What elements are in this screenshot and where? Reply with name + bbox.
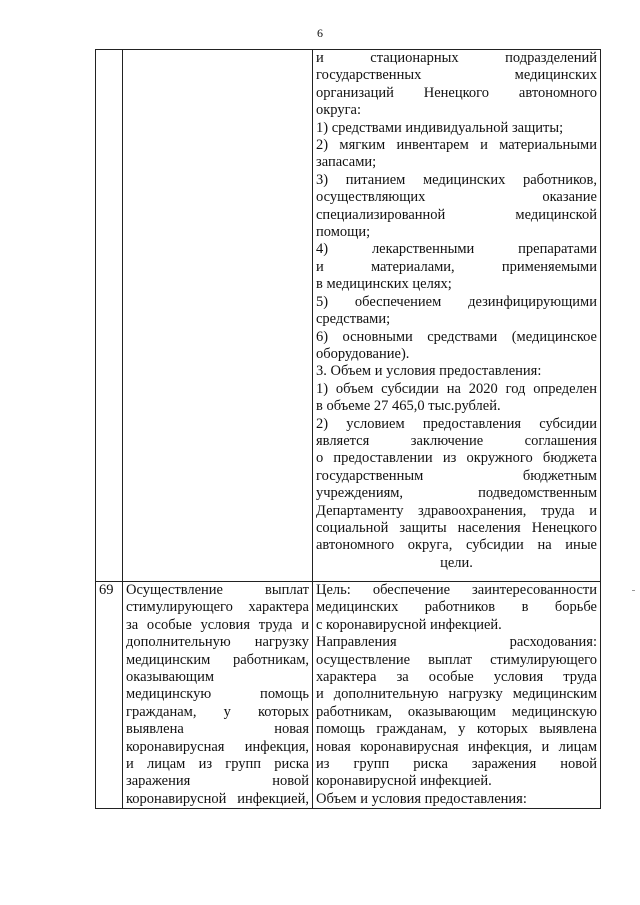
text-line: Направления расходования: <box>316 634 597 651</box>
page-number: 6 <box>317 26 323 40</box>
text-line: помощи; <box>316 224 371 241</box>
continuation-lines <box>316 50 597 572</box>
measure-description-lines <box>316 582 597 808</box>
text-line: Осуществление выплат <box>126 582 309 598</box>
text-line: за особые условия труда и <box>126 616 309 633</box>
text-line: медицинским работникам, <box>126 651 309 668</box>
text-line: новая коронавирусная инфекция, и лицам <box>316 738 597 755</box>
text-line: социальной защиты населения Ненецкого <box>316 519 597 536</box>
text-line: с коронавирусной инфекцией. <box>316 616 502 633</box>
text-line: и дополнительную нагрузку медицинским <box>316 686 597 703</box>
measure-description-cell <box>313 582 601 809</box>
text-line: 1) объем субсидии на 2020 год определен <box>316 380 597 397</box>
text-line: дополнительную нагрузку <box>126 634 309 651</box>
text-line: 2) мягким инвентарем и материальными <box>316 137 597 154</box>
text-line: Цель: обеспечение заинтересованности <box>316 582 597 598</box>
text-line: является заключение соглашения <box>316 432 597 449</box>
text-line: государственных медицинских <box>316 67 597 84</box>
text-line: 4) лекарственными препаратами <box>316 241 597 258</box>
text-line: коронавирусная инфекция, <box>126 738 309 755</box>
margin-mark <box>632 590 635 591</box>
continuation-number-cell <box>96 50 123 582</box>
continuation-description-cell <box>313 50 601 582</box>
measure-name-lines <box>126 582 309 808</box>
text-line: коронавирусной инфекцией, <box>126 790 309 807</box>
text-line: помощь гражданам, у которых выявлена <box>316 721 597 738</box>
text-line: заражения новой <box>126 773 309 790</box>
text-line: и стационарных подразделений <box>316 50 597 66</box>
text-line: 6) основными средствами (медицинское <box>316 328 597 345</box>
text-line: коронавирусной инфекцией. <box>316 773 492 790</box>
text-line: государственным бюджетным <box>316 467 597 484</box>
text-line: цели. <box>440 554 473 571</box>
text-line: и лицам из групп риска <box>126 756 309 773</box>
table-row-continuation <box>96 50 601 582</box>
text-line: работникам, оказывающим медицинскую <box>316 703 597 720</box>
text-line: о предоставлении из окружного бюджета <box>316 450 597 467</box>
continuation-name-cell <box>123 50 313 582</box>
text-line: 3) питанием медицинских работников, <box>316 171 597 188</box>
text-line: характера за особые условия труда <box>316 669 597 686</box>
text-line: 2) условием предоставления субсидии <box>316 415 597 432</box>
text-line: 1) средствами индивидуальной защиты; <box>316 119 564 136</box>
text-line: оборудование). <box>316 345 410 362</box>
text-line: стимулирующего характера <box>126 599 309 616</box>
text-line: в объеме 27 465,0 тыс.рублей. <box>316 398 501 415</box>
table-row-69 <box>96 582 601 809</box>
text-line: 5) обеспечением дезинфицирующими <box>316 293 597 310</box>
text-line: специализированной медицинской <box>316 206 597 223</box>
text-line: медицинских работников в борьбе <box>316 599 597 616</box>
text-line: округа: <box>316 102 362 119</box>
text-line: запасами; <box>316 154 377 171</box>
text-line: осуществление выплат стимулирующего <box>316 651 597 668</box>
measure-name-cell <box>123 582 313 809</box>
text-line: организаций Ненецкого автономного <box>316 84 597 101</box>
text-line: в медицинских целях; <box>316 276 452 293</box>
measures-table <box>95 49 601 809</box>
row-number: 69 <box>96 582 123 809</box>
text-line: гражданам, у которых <box>126 703 309 720</box>
text-line: и материалами, применяемыми <box>316 258 597 275</box>
text-line: 3. Объем и условия предоставления: <box>316 363 542 380</box>
text-line: из групп риска заражения новой <box>316 756 597 773</box>
text-line: Департаменту здравоохранения, труда и <box>316 502 597 519</box>
text-line: средствами; <box>316 311 391 328</box>
text-line: медицинскую помощь <box>126 686 309 703</box>
text-line: осуществляющих оказание <box>316 189 597 206</box>
text-line: выявлена новая <box>126 721 309 738</box>
text-line: учреждениям, подведомственным <box>316 485 597 502</box>
text-line: оказывающим <box>126 669 215 686</box>
text-line: автономного округа, субсидии на иные <box>316 537 597 554</box>
text-line: Объем и условия предоставления: <box>316 790 527 807</box>
